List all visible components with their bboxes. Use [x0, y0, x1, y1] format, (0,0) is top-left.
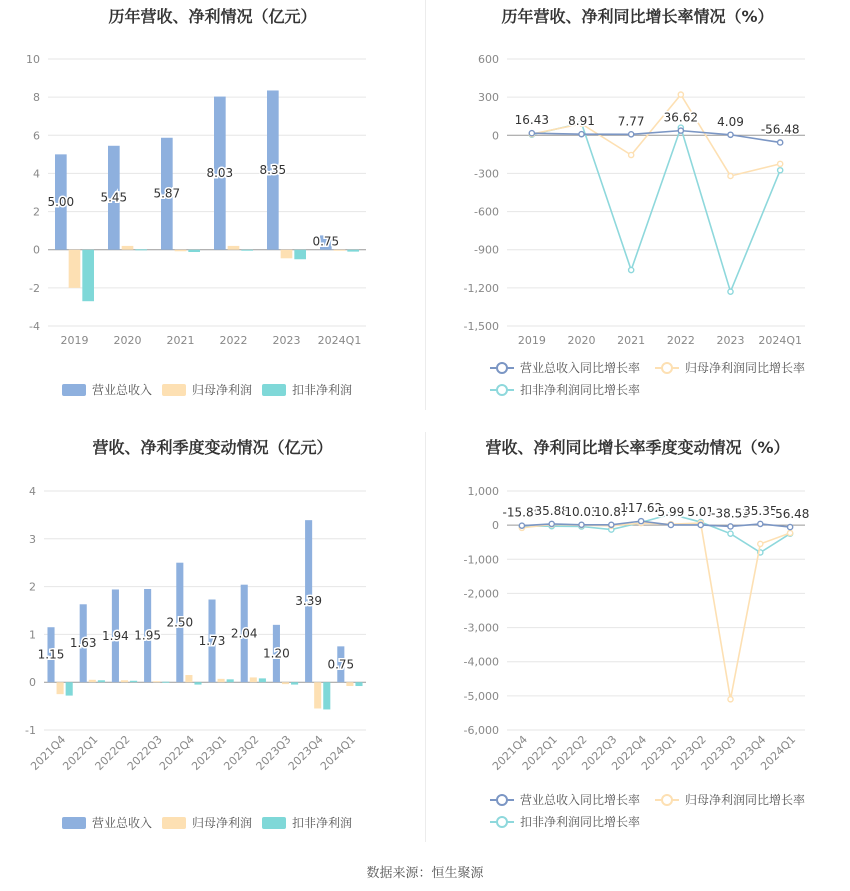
bar [162, 682, 169, 683]
y-tick-label: 8 [33, 91, 40, 105]
data-label: 2.50 [166, 615, 194, 630]
data-label: 1.63 [69, 636, 97, 651]
y-tick-label: 300 [478, 91, 499, 105]
data-label: 8.03 [206, 166, 234, 181]
data-point [629, 132, 634, 137]
data-point [579, 522, 584, 527]
legend-label: 扣非净利润 [292, 816, 353, 830]
y-tick-label: -3,000 [463, 621, 499, 635]
series-line [532, 123, 780, 291]
annual-amount-plot [0, 0, 425, 420]
data-label: 1.94 [102, 628, 129, 643]
data-label: 8.35 [259, 163, 287, 178]
quarterly-amount-plot [0, 425, 425, 855]
bar [347, 250, 359, 252]
data-point [778, 168, 783, 173]
chart-title: 营收、净利季度变动情况（亿元） [92, 438, 333, 457]
data-point [758, 541, 763, 546]
bar [346, 682, 353, 686]
legend-swatch [62, 817, 86, 829]
data-label: 1.95 [134, 628, 161, 643]
chart-title: 历年营收、净利同比增长率情况（%） [501, 7, 774, 26]
data-label: 5.87 [153, 186, 181, 201]
x-tick-label: 2023 [272, 334, 301, 347]
data-point [678, 92, 683, 97]
data-point [609, 522, 614, 527]
y-tick-label: 2 [33, 205, 40, 219]
legend-label: 扣非净利润 [292, 383, 353, 397]
legend-label: 归母净利润 [192, 383, 253, 397]
x-tick-label: 2022Q1 [60, 732, 101, 773]
bar [82, 250, 94, 301]
y-tick-label: 4 [33, 167, 40, 181]
x-tick-label: 2023Q3 [253, 732, 294, 773]
legend-label: 扣非净利润同比增长率 [520, 815, 641, 829]
y-tick-label: -4,000 [463, 655, 499, 669]
x-tick-label: 2022Q4 [609, 732, 650, 773]
x-tick-label: 2022Q1 [519, 732, 560, 773]
data-label: 1.73 [198, 633, 226, 648]
data-point [579, 132, 584, 137]
data-label: 16.43 [514, 113, 550, 128]
data-point [678, 128, 683, 133]
bar [69, 250, 81, 288]
bar [130, 681, 137, 682]
bar [57, 682, 64, 694]
data-label: 8.91 [568, 114, 595, 129]
legend-swatch [262, 384, 286, 396]
y-tick-label: 10 [26, 53, 40, 66]
x-tick-label: 2023Q4 [728, 732, 769, 773]
y-tick-label: -300 [474, 167, 499, 181]
data-label: -15.86 [502, 505, 542, 520]
legend-label: 归母净利润 [192, 816, 253, 830]
x-tick-label: 2021Q4 [28, 732, 69, 773]
y-tick-label: -2 [29, 281, 40, 295]
vertical-divider [425, 432, 426, 842]
legend-swatch [162, 384, 186, 396]
bar [185, 675, 192, 682]
bar [250, 677, 257, 682]
annual-amount-chart [0, 0, 425, 420]
annual-growth-chart [425, 0, 850, 420]
data-point [728, 697, 733, 702]
x-tick-label: 2022Q3 [124, 732, 165, 773]
y-tick-label: 1,000 [467, 485, 499, 498]
data-label: 117.62 [620, 501, 663, 516]
series-line [532, 131, 780, 143]
x-tick-label: 2019 [517, 334, 546, 347]
data-point [668, 522, 673, 527]
legend-swatch-marker [662, 795, 672, 805]
bar [153, 681, 160, 682]
y-tick-label: -1,500 [463, 320, 499, 333]
chart-title: 历年营收、净利情况（亿元） [108, 7, 317, 26]
bar [323, 682, 330, 709]
y-tick-label: -6,000 [463, 724, 499, 737]
x-tick-label: 2024Q1 [317, 334, 362, 347]
data-point [758, 521, 763, 526]
y-tick-label: 2 [29, 580, 36, 594]
bar [259, 678, 266, 682]
data-label: 1.15 [37, 647, 65, 662]
legend-swatch-marker [497, 385, 507, 395]
bar [281, 250, 293, 259]
x-tick-label: 2023Q1 [189, 732, 230, 773]
y-tick-label: 600 [478, 53, 499, 66]
data-label: 5.99 [657, 504, 685, 519]
x-tick-label: 2020 [113, 334, 142, 347]
legend-label: 归母净利润同比增长率 [685, 793, 806, 807]
quarterly-growth-plot [425, 425, 850, 855]
x-tick-label: 2021 [617, 334, 646, 347]
bar [188, 250, 200, 252]
series-line [522, 523, 790, 699]
x-tick-label: 2019 [60, 334, 89, 347]
vertical-divider [425, 0, 426, 410]
data-point [529, 131, 534, 136]
y-tick-label: 3 [29, 532, 36, 546]
x-tick-label: 2022Q3 [579, 732, 620, 773]
data-label: 36.62 [663, 110, 699, 125]
data-point [778, 161, 783, 166]
legend-label: 营业总收入同比增长率 [520, 361, 641, 375]
bar [175, 250, 187, 252]
bar [334, 250, 346, 251]
y-tick-label: -600 [474, 205, 499, 219]
bar [227, 679, 234, 682]
y-tick-label: -1,000 [463, 553, 499, 567]
x-tick-label: 2022Q4 [156, 732, 198, 773]
legend-swatch [62, 384, 86, 396]
data-label: 10.03 [564, 504, 599, 519]
y-tick-label: 0 [492, 129, 499, 143]
y-tick-label: 0 [29, 676, 36, 690]
x-tick-label: 2021Q4 [489, 732, 531, 773]
data-source: 数据来源：恒生聚源 [366, 866, 484, 881]
bar [66, 682, 73, 695]
data-point [629, 267, 634, 272]
bar [228, 246, 240, 250]
chart-title: 营收、净利同比增长率季度变动情况（%） [485, 438, 790, 457]
y-tick-label: -1 [25, 724, 36, 737]
x-tick-label: 2023Q4 [285, 732, 326, 773]
bar [89, 680, 96, 682]
x-tick-label: 2023 [716, 334, 745, 347]
y-tick-label: 4 [29, 485, 36, 498]
quarterly-growth-chart [425, 425, 850, 855]
bar [291, 682, 298, 684]
bar [122, 246, 134, 250]
y-tick-label: -900 [474, 243, 499, 257]
x-tick-label: 2024Q1 [317, 732, 359, 773]
data-label: 4.09 [717, 114, 744, 129]
bar [135, 249, 147, 250]
annual-growth-plot [425, 0, 850, 420]
data-point [728, 531, 733, 536]
legend-swatch [162, 817, 186, 829]
x-tick-label: 2024Q1 [758, 732, 799, 773]
x-tick-label: 2024Q1 [758, 334, 802, 347]
data-label: -38.53 [711, 506, 750, 521]
bar [241, 250, 253, 251]
x-tick-label: 2023Q1 [638, 732, 680, 773]
x-tick-label: 2023Q2 [668, 732, 709, 773]
data-label: 5.01 [687, 504, 715, 519]
bar [282, 682, 289, 684]
data-point [778, 140, 783, 145]
data-point [728, 173, 733, 178]
data-point [629, 152, 634, 157]
data-point [698, 522, 703, 527]
x-tick-label: 2022Q2 [549, 732, 590, 773]
data-label: -56.48 [770, 507, 810, 522]
x-tick-label: 2022Q2 [92, 732, 133, 773]
y-tick-label: 6 [33, 129, 40, 143]
x-tick-label: 2021 [166, 334, 195, 347]
legend-swatch-marker [497, 817, 507, 827]
x-tick-label: 2020 [567, 334, 596, 347]
legend-label: 营业总收入同比增长率 [520, 793, 641, 807]
bar [121, 680, 128, 682]
data-point [519, 523, 524, 528]
y-tick-label: 1 [29, 628, 36, 642]
data-label: 3.39 [295, 594, 322, 609]
bar [98, 680, 105, 682]
data-label: 5.00 [47, 195, 75, 210]
data-point [728, 289, 733, 294]
data-point [549, 521, 554, 526]
data-point [728, 132, 733, 137]
legend-swatch-marker [497, 363, 507, 373]
data-label: -56.48 [760, 122, 800, 137]
legend-swatch-marker [497, 795, 507, 805]
data-label: 1.20 [263, 646, 290, 661]
bar [218, 679, 225, 682]
legend-swatch [262, 817, 286, 829]
data-label: 35.88 [534, 503, 569, 518]
x-tick-label: 2022 [666, 334, 695, 347]
data-label: 7.77 [617, 114, 645, 129]
data-point [788, 530, 793, 535]
legend-label: 归母净利润同比增长率 [685, 361, 806, 375]
legend-label: 营业总收入 [92, 383, 153, 397]
data-point [728, 524, 733, 529]
y-tick-label: -2,000 [463, 587, 499, 601]
data-point [788, 524, 793, 529]
legend-label: 营业总收入 [92, 816, 153, 830]
bar [314, 682, 321, 708]
data-label: 10.87 [594, 504, 629, 519]
data-label: 0.75 [312, 234, 340, 249]
bar [294, 250, 306, 260]
x-tick-label: 2023Q2 [221, 732, 262, 773]
y-tick-label: -4 [29, 320, 40, 333]
data-label: 2.04 [230, 626, 258, 641]
bar [194, 682, 201, 684]
legend-label: 扣非净利润同比增长率 [520, 383, 641, 397]
y-tick-label: -5,000 [463, 689, 499, 703]
data-label: 35.35 [743, 503, 778, 518]
data-label: 0.75 [327, 657, 355, 672]
series-line [522, 514, 790, 552]
x-tick-label: 2023Q3 [698, 732, 739, 773]
data-point [639, 519, 644, 524]
bar [355, 682, 362, 686]
x-tick-label: 2022 [219, 334, 248, 347]
quarterly-amount-chart [0, 425, 425, 855]
y-tick-label: 0 [492, 519, 499, 533]
data-label: 5.45 [100, 190, 128, 205]
y-tick-label: -1,200 [463, 281, 499, 295]
legend-swatch-marker [662, 363, 672, 373]
y-tick-label: 0 [33, 243, 40, 257]
